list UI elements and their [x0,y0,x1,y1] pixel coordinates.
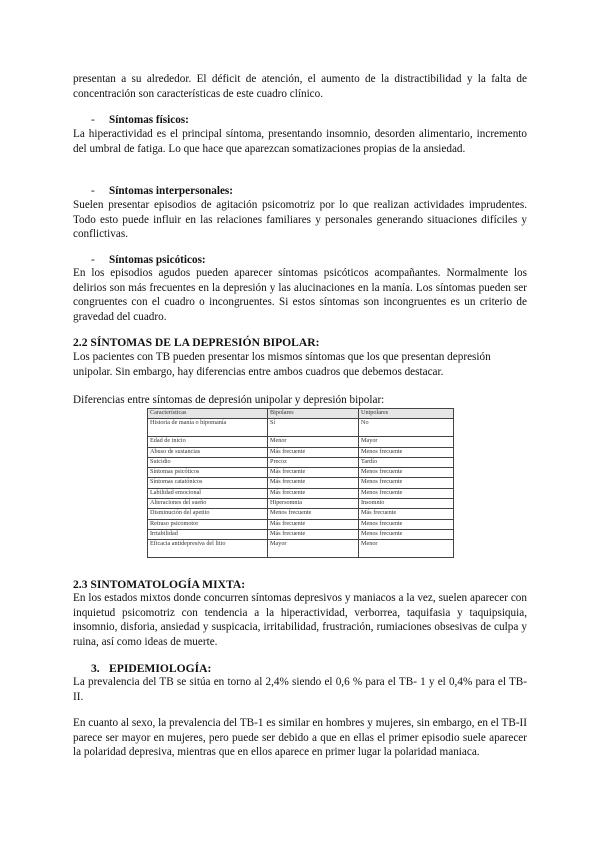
table-row [148,437,454,447]
epidemiology-paragraph-1: La prevalencia del TB se sitúa en torno al 2,4% siendo el 0,6 % para el TB- 1 y el 0,4% para el TB-II. [73,676,527,703]
table-cell: Abuso de sustancias [148,447,268,457]
table-cell: No [359,419,454,437]
table-row [148,519,454,529]
table-cell: Más frecuente [268,478,359,488]
bullet-title: Síntomas psicóticos: [109,254,206,266]
table-cell: Menos frecuente [268,509,359,519]
table-row [148,499,454,509]
table-row [148,468,454,478]
table-header-cell: Bipolares [268,409,359,419]
table-cell: Más frecuente [268,488,359,498]
table-row [148,540,454,558]
table-cell: Más frecuente [268,529,359,539]
interpersonal-symptoms-paragraph: Suelen presentar episodios de agitación psicomotriz por lo que realizan actividades imprudentes. Todo esto puede influir en las relaciones familiares y personales generando situaciones difíciles y conflictivas. [73,199,527,241]
table-row [148,529,454,539]
bullet-title: Síntomas interpersonales: [109,185,233,197]
table-row [148,419,454,437]
epidemiology-paragraph-2: En cuanto al sexo, la prevalencia del TB-1 es similar en hombres y mujeres, sin embargo, en el TB-II parece ser mayor en mujeres, pero puede ser debido a que en ellas el primer episodio suele aparecer la polaridad depresiva, mientras que en ellos aparece en primer lugar la polaridad maniaca. [73,717,527,759]
table-cell: Menor [268,437,359,447]
comparison-table [147,408,454,558]
intro-paragraph: presentan a su alrededor. El déficit de atención, el aumento de la distractibilidad y la falta de concentración son características de este cuadro clínico. [73,73,527,100]
table-row [148,488,454,498]
table-cell: Síntomas catatónicos [148,478,268,488]
table-cell: Menos frecuente [359,478,454,488]
section-number: 3. [91,662,100,675]
bullet-title: Síntomas físicos: [109,114,189,126]
table-cell: Insomnio [359,499,454,509]
table-cell: Menos frecuente [359,519,454,529]
table-header-cell: Unipolares [359,409,454,419]
physical-symptoms-paragraph: La hiperactividad es el principal síntoma, presentando insomnio, desorden alimentario, incremento del umbral de fatiga. Lo que hace que aparezcan somatizaciones propias de la ansiedad. [73,128,527,155]
section-2-3-heading: 2.3 SINTOMATOLOGÍA MIXTA: [73,578,246,591]
section-2-3-paragraph: En los estados mixtos donde concurren síntomas depresivos y maniacos a la vez, suelen aparecer con inquietud psicomotriz con tendencia a la hiperactividad, verborrea, taquifasia y taquipsiquia, insomnio, disforia, ansiedad y suspicacia, irritabilidad, frustración, rumiaciones obsesivas de culpa y ruina, así como ideas de muerte. [73,592,527,648]
table-cell: Edad de inicio [148,437,268,447]
table-cell: Disminución del apetito [148,509,268,519]
section-title: EPIDEMIOLOGÍA: [109,662,212,675]
table-cell: Retraso psicomotor [148,519,268,529]
bullet-dash: - [91,185,95,197]
table-cell: Suicidio [148,457,268,467]
table-cell: Síntomas psicóticos [148,468,268,478]
table-cell: Precoz [268,457,359,467]
table-cell: Más frecuente [268,447,359,457]
table-cell: Menos frecuente [359,529,454,539]
bullet-heading-physical [91,113,189,127]
table-cell: Menor [359,540,454,558]
table-cell: Alteraciones del sueño [148,499,268,509]
table-cell: Mayor [359,437,454,447]
section-2-2-paragraph: Los pacientes con TB pueden presentar los mismos síntomas que los que presentan depresión unipolar. Sin embargo, hay diferencias entre ambos cuadros que debemos destacar. [73,351,491,378]
table-row [148,478,454,488]
table-cell: Más frecuente [268,468,359,478]
table-row [148,447,454,457]
section-3-heading [91,662,211,676]
table-cell: Menos frecuente [359,488,454,498]
bullet-dash: - [91,254,95,266]
table-cell: Historia de manía o hipomanía [148,419,268,437]
psychotic-symptoms-paragraph: En los episodios agudos pueden aparecer síntomas psicóticos acompañantes. Normalmente los delirios son más frecuentes en la depresión y las alucinaciones en la manía. Los síntomas pueden ser congruentes con el cuadro o incongruentes. Si estos síntomas son incongruentes es un criterio de gravedad del cuadro. [73,267,527,323]
table-cell: Menos frecuente [359,468,454,478]
table-cell: Irrtabilidad [148,529,268,539]
table-cell: Más frecuente [359,509,454,519]
table-cell: Menos frecuente [359,447,454,457]
table-caption: Diferencias entre síntomas de depresión unipolar y depresión bipolar: [73,394,385,406]
table-row [148,509,454,519]
table-cell: Sí [268,419,359,437]
table-cell: Hipersomnia [268,499,359,509]
table-cell: Más frecuente [268,519,359,529]
bullet-heading-psychotic [91,253,206,267]
table-header-cell: Características [148,409,268,419]
table-cell: Mayor [268,540,359,558]
table-cell: Tardío [359,457,454,467]
table-cell: Eficacia antidepresiva del litio [148,540,268,558]
table-header-row [148,409,454,419]
table-cell: Labilidad emocional [148,488,268,498]
table-row [148,457,454,467]
section-2-2-heading: 2.2 SÍNTOMAS DE LA DEPRESIÓN BIPOLAR: [73,336,320,349]
bullet-dash: - [91,114,95,126]
bullet-heading-interpersonal [91,184,233,198]
